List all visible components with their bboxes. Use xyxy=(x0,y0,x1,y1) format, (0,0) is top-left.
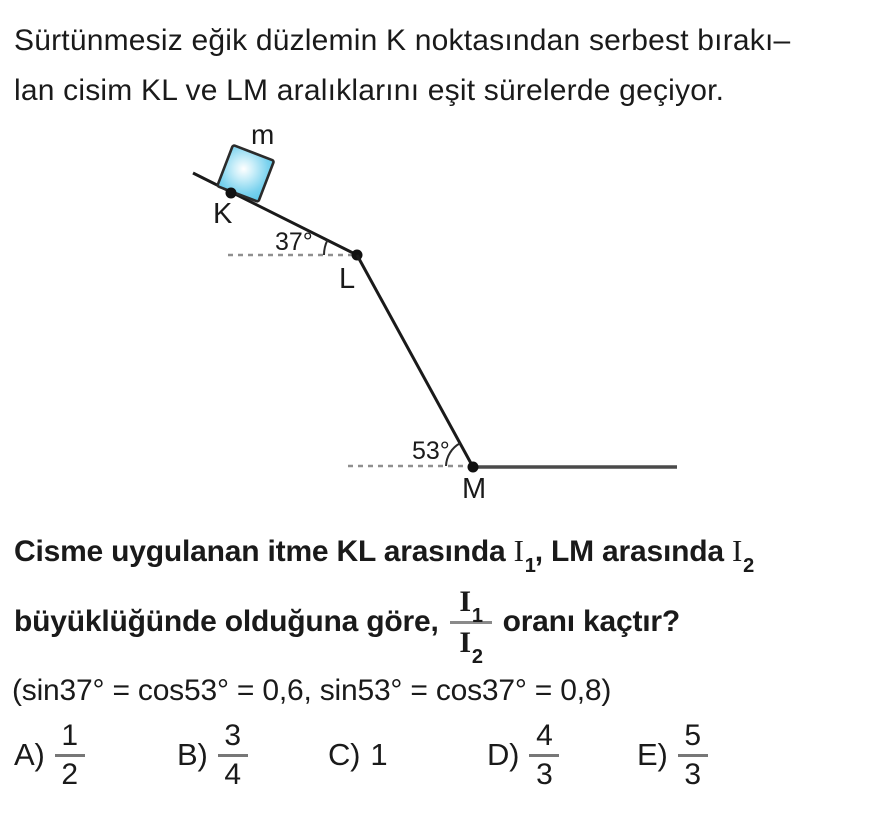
option-c-value: 1 xyxy=(370,737,388,772)
question-line1-seg1: Cisme uygulanan itme KL arasında xyxy=(14,535,514,568)
angle-label-53: 53° xyxy=(412,437,450,465)
option-d[interactable] xyxy=(487,716,559,794)
impulse-2-symbol: I xyxy=(732,533,743,568)
option-e-denominator: 3 xyxy=(684,757,701,791)
point-m-label: M xyxy=(462,473,487,505)
option-b-numerator: 3 xyxy=(224,719,241,752)
option-a-numerator: 1 xyxy=(61,719,78,752)
angle-label-37: 37° xyxy=(275,228,313,256)
impulse-1-subscript: 1 xyxy=(524,555,536,577)
question-line2-tail: oranı kaçtır? xyxy=(502,605,681,638)
impulse-2-subscript: 2 xyxy=(743,555,755,577)
point-k-dot xyxy=(226,188,237,199)
ratio-num-subscript: 1 xyxy=(471,605,483,627)
option-d-denominator: 3 xyxy=(536,757,553,791)
point-m-dot xyxy=(468,462,479,473)
question-line-1 xyxy=(14,533,755,577)
intro-line-2: lan cisim KL ve LM aralıklarını eşit sürelerde geçiyor. xyxy=(14,74,725,107)
option-d-numerator: 4 xyxy=(536,719,553,752)
option-e-fraction xyxy=(678,720,708,790)
fraction-bar xyxy=(218,754,248,757)
option-c[interactable] xyxy=(328,716,387,794)
impulse-1-symbol: I xyxy=(513,533,524,568)
ratio-den-symbol: I xyxy=(459,625,471,659)
option-a-label: A) xyxy=(14,737,45,772)
option-c-label: C) xyxy=(328,737,361,772)
point-l-label: L xyxy=(339,263,356,295)
intro-line-1: Sürtünmesiz eğik düzlemin K noktasından serbest bırakı– xyxy=(14,24,791,57)
option-a[interactable] xyxy=(14,716,85,794)
trig-hint-text: (sin37° = cos53° = 0,6, sin53° = cos37° = 0,8) xyxy=(12,674,612,707)
ratio-den-subscript: 2 xyxy=(471,645,483,668)
question-line2-lead: büyüklüğünde olduğuna göre, xyxy=(14,605,439,638)
question-line1-seg2: , LM arasında xyxy=(534,535,732,568)
option-a-denominator: 2 xyxy=(61,757,78,791)
option-e[interactable] xyxy=(637,716,708,794)
option-d-label: D) xyxy=(487,737,520,772)
ratio-fraction xyxy=(450,585,492,668)
option-e-numerator: 5 xyxy=(684,719,701,752)
option-d-fraction xyxy=(529,720,559,790)
ratio-denominator xyxy=(459,625,483,668)
question-line-2 xyxy=(14,576,680,668)
ratio-numerator xyxy=(459,585,483,627)
option-b-label: B) xyxy=(177,737,208,772)
option-b[interactable] xyxy=(177,716,248,794)
fraction-bar xyxy=(450,621,492,624)
fraction-bar xyxy=(55,754,85,757)
angle-arc-l xyxy=(324,240,328,255)
fraction-bar xyxy=(678,754,708,757)
ratio-num-symbol: I xyxy=(459,585,471,618)
option-b-denominator: 4 xyxy=(224,757,241,791)
point-k-label: K xyxy=(213,198,233,230)
fraction-bar xyxy=(529,754,559,757)
option-e-label: E) xyxy=(637,737,668,772)
incline-lm-line xyxy=(357,255,473,467)
option-a-fraction xyxy=(55,720,85,790)
option-b-fraction xyxy=(218,720,248,790)
mass-label: m xyxy=(251,119,275,150)
